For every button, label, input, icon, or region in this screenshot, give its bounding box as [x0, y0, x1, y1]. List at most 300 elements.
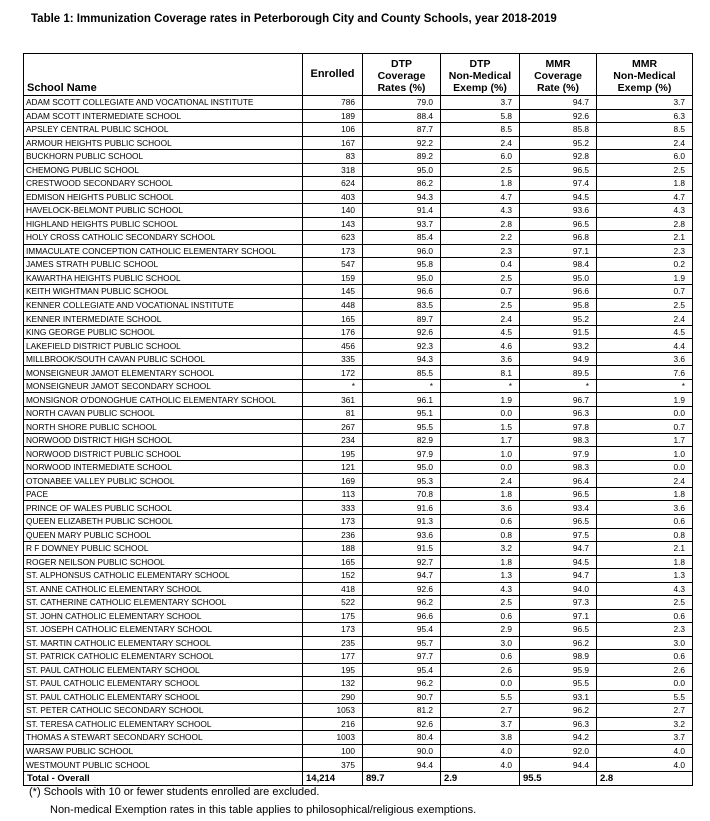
school-name-cell: QUEEN ELIZABETH PUBLIC SCHOOL — [24, 514, 303, 528]
dtp-coverage-cell: 95.0 — [363, 460, 441, 474]
mmr-coverage-cell: 96.2 — [520, 636, 597, 650]
dtp-exemption-cell: 2.4 — [441, 474, 520, 488]
dtp-exemption-cell: 3.2 — [441, 542, 520, 556]
mmr-exemption-cell: 0.6 — [597, 609, 693, 623]
dtp-coverage-cell: 89.7 — [363, 312, 441, 326]
table-row — [24, 460, 693, 474]
dtp-exemption-cell: 0.7 — [441, 285, 520, 299]
table-row — [24, 298, 693, 312]
dtp-exemption-cell: * — [441, 379, 520, 393]
table-row — [24, 271, 693, 285]
school-name-cell: HIGHLAND HEIGHTS PUBLIC SCHOOL — [24, 217, 303, 231]
table-row — [24, 379, 693, 393]
mmr-coverage-cell: 93.6 — [520, 204, 597, 218]
mmr-exemption-cell: 2.8 — [597, 217, 693, 231]
school-name-cell: ST. MARTIN CATHOLIC ELEMENTARY SCHOOL — [24, 636, 303, 650]
mmr-exemption-cell: 1.7 — [597, 433, 693, 447]
enrolled-cell: 623 — [303, 231, 363, 245]
mmr-exemption-cell: 0.0 — [597, 460, 693, 474]
school-name-cell: APSLEY CENTRAL PUBLIC SCHOOL — [24, 123, 303, 137]
school-name-cell: NORWOOD DISTRICT PUBLIC SCHOOL — [24, 447, 303, 461]
dtp-exemption-cell: 4.3 — [441, 204, 520, 218]
enrolled-cell: 547 — [303, 258, 363, 272]
mmr-exemption-cell: 3.6 — [597, 501, 693, 515]
dtp-coverage-cell: 91.5 — [363, 542, 441, 556]
mmr-coverage-cell: 94.5 — [520, 555, 597, 569]
school-name-cell: ST. ANNE CATHOLIC ELEMENTARY SCHOOL — [24, 582, 303, 596]
enrolled-cell: 140 — [303, 204, 363, 218]
mmr-coverage-cell: * — [520, 379, 597, 393]
header-dtp-coverage: DTP Coverage Rates (%) — [363, 54, 441, 96]
school-name-cell: ST. JOSEPH CATHOLIC ELEMENTARY SCHOOL — [24, 623, 303, 637]
enrolled-cell: 173 — [303, 514, 363, 528]
dtp-coverage-cell: 83.5 — [363, 298, 441, 312]
enrolled-cell: 195 — [303, 663, 363, 677]
header-row — [24, 54, 693, 96]
dtp-exemption-cell: 4.6 — [441, 339, 520, 353]
header-school-name: School Name — [24, 54, 303, 96]
mmr-exemption-cell: 2.4 — [597, 312, 693, 326]
table-row — [24, 109, 693, 123]
dtp-coverage-cell: 92.3 — [363, 339, 441, 353]
table-row — [24, 312, 693, 326]
mmr-coverage-cell: 96.8 — [520, 231, 597, 245]
dtp-exemption-cell: 2.5 — [441, 271, 520, 285]
school-name-cell: BUCKHORN PUBLIC SCHOOL — [24, 150, 303, 164]
dtp-coverage-cell: 86.2 — [363, 177, 441, 191]
mmr-exemption-cell: 0.0 — [597, 406, 693, 420]
mmr-exemption-cell: 0.7 — [597, 285, 693, 299]
mmr-exemption-cell: 2.1 — [597, 542, 693, 556]
mmr-exemption-cell: 2.1 — [597, 231, 693, 245]
mmr-exemption-cell: 2.6 — [597, 663, 693, 677]
school-name-cell: ADAM SCOTT INTERMEDIATE SCHOOL — [24, 109, 303, 123]
school-name-cell: PACE — [24, 487, 303, 501]
table-row — [24, 663, 693, 677]
school-name-cell: KENNER INTERMEDIATE SCHOOL — [24, 312, 303, 326]
enrolled-cell: 176 — [303, 325, 363, 339]
table-row — [24, 244, 693, 258]
table-row — [24, 542, 693, 556]
school-name-cell: CRESTWOOD SECONDARY SCHOOL — [24, 177, 303, 191]
dtp-exemption-cell: 3.6 — [441, 352, 520, 366]
school-name-cell: THOMAS A STEWART SECONDARY SCHOOL — [24, 731, 303, 745]
mmr-coverage-cell: 93.1 — [520, 690, 597, 704]
enrolled-cell: 267 — [303, 420, 363, 434]
mmr-coverage-cell: 95.5 — [520, 677, 597, 691]
enrolled-cell: * — [303, 379, 363, 393]
enrolled-cell: 195 — [303, 447, 363, 461]
dtp-coverage-cell: 90.7 — [363, 690, 441, 704]
dtp-coverage-cell: 96.0 — [363, 244, 441, 258]
enrolled-cell: 121 — [303, 460, 363, 474]
enrolled-cell: 145 — [303, 285, 363, 299]
school-name-cell: LAKEFIELD DISTRICT PUBLIC SCHOOL — [24, 339, 303, 353]
school-name-cell: EDMISON HEIGHTS PUBLIC SCHOOL — [24, 190, 303, 204]
school-name-cell: ST. PAUL CATHOLIC ELEMENTARY SCHOOL — [24, 677, 303, 691]
header-mmr-coverage: MMR Coverage Rate (%) — [520, 54, 597, 96]
mmr-coverage-cell: 94.7 — [520, 542, 597, 556]
mmr-exemption-cell: 4.3 — [597, 204, 693, 218]
mmr-coverage-cell: 95.9 — [520, 663, 597, 677]
table-row — [24, 420, 693, 434]
mmr-coverage-cell: 94.2 — [520, 731, 597, 745]
dtp-coverage-cell: 95.4 — [363, 623, 441, 637]
table-row — [24, 704, 693, 718]
header-dtp-exemption: DTP Non-Medical Exemp (%) — [441, 54, 520, 96]
dtp-coverage-cell: 85.5 — [363, 366, 441, 380]
mmr-coverage-cell: 97.4 — [520, 177, 597, 191]
total-mmr-exemption: 2.8 — [597, 771, 693, 785]
enrolled-cell: 81 — [303, 406, 363, 420]
dtp-coverage-cell: 94.4 — [363, 758, 441, 772]
table-row — [24, 758, 693, 772]
table-row — [24, 528, 693, 542]
table-row — [24, 231, 693, 245]
table-row — [24, 501, 693, 515]
table-row — [24, 650, 693, 664]
header-enrolled: Enrolled — [303, 54, 363, 96]
mmr-coverage-cell: 89.5 — [520, 366, 597, 380]
mmr-coverage-cell: 91.5 — [520, 325, 597, 339]
mmr-coverage-cell: 97.1 — [520, 244, 597, 258]
dtp-coverage-cell: 92.2 — [363, 136, 441, 150]
enrolled-cell: 188 — [303, 542, 363, 556]
table-row — [24, 433, 693, 447]
enrolled-cell: 152 — [303, 569, 363, 583]
mmr-coverage-cell: 94.5 — [520, 190, 597, 204]
dtp-coverage-cell: 97.7 — [363, 650, 441, 664]
mmr-exemption-cell: 1.0 — [597, 447, 693, 461]
mmr-exemption-cell: 4.0 — [597, 758, 693, 772]
mmr-exemption-cell: 2.5 — [597, 298, 693, 312]
dtp-coverage-cell: 94.3 — [363, 190, 441, 204]
school-name-cell: NORTH SHORE PUBLIC SCHOOL — [24, 420, 303, 434]
dtp-coverage-cell: 95.0 — [363, 271, 441, 285]
mmr-coverage-cell: 94.9 — [520, 352, 597, 366]
mmr-exemption-cell: 7.6 — [597, 366, 693, 380]
table-row — [24, 569, 693, 583]
enrolled-cell: 236 — [303, 528, 363, 542]
dtp-coverage-cell: 92.6 — [363, 325, 441, 339]
table-row — [24, 258, 693, 272]
school-name-cell: JAMES STRATH PUBLIC SCHOOL — [24, 258, 303, 272]
school-name-cell: NORWOOD INTERMEDIATE SCHOOL — [24, 460, 303, 474]
school-name-cell: MILLBROOK/SOUTH CAVAN PUBLIC SCHOOL — [24, 352, 303, 366]
enrolled-cell: 335 — [303, 352, 363, 366]
school-name-cell: CHEMONG PUBLIC SCHOOL — [24, 163, 303, 177]
mmr-exemption-cell: 4.3 — [597, 582, 693, 596]
enrolled-cell: 418 — [303, 582, 363, 596]
dtp-exemption-cell: 0.6 — [441, 514, 520, 528]
school-name-cell: R F DOWNEY PUBLIC SCHOOL — [24, 542, 303, 556]
dtp-coverage-cell: 96.2 — [363, 677, 441, 691]
mmr-coverage-cell: 96.7 — [520, 393, 597, 407]
dtp-coverage-cell: 96.6 — [363, 285, 441, 299]
mmr-coverage-cell: 93.4 — [520, 501, 597, 515]
school-name-cell: KAWARTHA HEIGHTS PUBLIC SCHOOL — [24, 271, 303, 285]
dtp-exemption-cell: 1.8 — [441, 177, 520, 191]
dtp-coverage-cell: 82.9 — [363, 433, 441, 447]
enrolled-cell: 172 — [303, 366, 363, 380]
enrolled-cell: 290 — [303, 690, 363, 704]
total-mmr-coverage: 95.5 — [520, 771, 597, 785]
enrolled-cell: 177 — [303, 650, 363, 664]
enrolled-cell: 165 — [303, 555, 363, 569]
dtp-exemption-cell: 3.7 — [441, 96, 520, 110]
enrolled-cell: 173 — [303, 623, 363, 637]
enrolled-cell: 448 — [303, 298, 363, 312]
dtp-exemption-cell: 2.6 — [441, 663, 520, 677]
table-row — [24, 163, 693, 177]
table-row — [24, 352, 693, 366]
dtp-coverage-cell: 85.4 — [363, 231, 441, 245]
dtp-exemption-cell: 0.8 — [441, 528, 520, 542]
mmr-coverage-cell: 98.3 — [520, 433, 597, 447]
mmr-coverage-cell: 97.5 — [520, 528, 597, 542]
mmr-coverage-cell: 92.8 — [520, 150, 597, 164]
table-row — [24, 393, 693, 407]
dtp-exemption-cell: 2.5 — [441, 163, 520, 177]
dtp-coverage-cell: 94.3 — [363, 352, 441, 366]
dtp-coverage-cell: 81.2 — [363, 704, 441, 718]
mmr-exemption-cell: 0.0 — [597, 677, 693, 691]
mmr-exemption-cell: 0.6 — [597, 514, 693, 528]
dtp-exemption-cell: 2.4 — [441, 312, 520, 326]
table-row — [24, 190, 693, 204]
dtp-exemption-cell: 2.7 — [441, 704, 520, 718]
school-name-cell: NORWOOD DISTRICT HIGH SCHOOL — [24, 433, 303, 447]
dtp-exemption-cell: 3.8 — [441, 731, 520, 745]
dtp-coverage-cell: 97.9 — [363, 447, 441, 461]
enrolled-cell: 361 — [303, 393, 363, 407]
enrolled-cell: 173 — [303, 244, 363, 258]
total-dtp-exemption: 2.9 — [441, 771, 520, 785]
dtp-coverage-cell: 93.7 — [363, 217, 441, 231]
dtp-exemption-cell: 1.0 — [441, 447, 520, 461]
mmr-exemption-cell: 1.8 — [597, 487, 693, 501]
dtp-exemption-cell: 5.5 — [441, 690, 520, 704]
dtp-coverage-cell: 95.4 — [363, 663, 441, 677]
school-name-cell: KEITH WIGHTMAN PUBLIC SCHOOL — [24, 285, 303, 299]
enrolled-cell: 132 — [303, 677, 363, 691]
table-row — [24, 636, 693, 650]
dtp-coverage-cell: 95.1 — [363, 406, 441, 420]
dtp-coverage-cell: 96.6 — [363, 609, 441, 623]
school-name-cell: ROGER NEILSON PUBLIC SCHOOL — [24, 555, 303, 569]
enrolled-cell: 234 — [303, 433, 363, 447]
enrolled-cell: 624 — [303, 177, 363, 191]
dtp-coverage-cell: 87.7 — [363, 123, 441, 137]
table-row — [24, 690, 693, 704]
enrolled-cell: 522 — [303, 596, 363, 610]
dtp-coverage-cell: 93.6 — [363, 528, 441, 542]
school-name-cell: OTONABEE VALLEY PUBLIC SCHOOL — [24, 474, 303, 488]
enrolled-cell: 403 — [303, 190, 363, 204]
dtp-exemption-cell: 0.0 — [441, 460, 520, 474]
school-name-cell: IMMACULATE CONCEPTION CATHOLIC ELEMENTARY SCHOOL — [24, 244, 303, 258]
enrolled-cell: 165 — [303, 312, 363, 326]
school-name-cell: ST. JOHN CATHOLIC ELEMENTARY SCHOOL — [24, 609, 303, 623]
dtp-coverage-cell: 92.6 — [363, 582, 441, 596]
dtp-coverage-cell: 96.1 — [363, 393, 441, 407]
header-mmr-exemption: MMR Non-Medical Exemp (%) — [597, 54, 693, 96]
immunization-table — [23, 53, 693, 786]
dtp-coverage-cell: 70.8 — [363, 487, 441, 501]
mmr-coverage-cell: 92.0 — [520, 744, 597, 758]
mmr-coverage-cell: 95.0 — [520, 271, 597, 285]
dtp-exemption-cell: 4.7 — [441, 190, 520, 204]
dtp-exemption-cell: 2.9 — [441, 623, 520, 637]
dtp-coverage-cell: 91.6 — [363, 501, 441, 515]
dtp-exemption-cell: 4.3 — [441, 582, 520, 596]
dtp-exemption-cell: 8.1 — [441, 366, 520, 380]
enrolled-cell: 159 — [303, 271, 363, 285]
table-row — [24, 582, 693, 596]
mmr-exemption-cell: 1.8 — [597, 555, 693, 569]
dtp-exemption-cell: 1.5 — [441, 420, 520, 434]
dtp-coverage-cell: 92.6 — [363, 717, 441, 731]
mmr-exemption-cell: 2.3 — [597, 623, 693, 637]
school-name-cell: KING GEORGE PUBLIC SCHOOL — [24, 325, 303, 339]
table-row — [24, 474, 693, 488]
table-row — [24, 366, 693, 380]
dtp-coverage-cell: 90.0 — [363, 744, 441, 758]
dtp-exemption-cell: 4.0 — [441, 744, 520, 758]
mmr-exemption-cell: 1.9 — [597, 393, 693, 407]
mmr-exemption-cell: 5.5 — [597, 690, 693, 704]
dtp-exemption-cell: 6.0 — [441, 150, 520, 164]
enrolled-cell: 189 — [303, 109, 363, 123]
table-row — [24, 623, 693, 637]
school-name-cell: MONSEIGNEUR JAMOT ELEMENTARY SCHOOL — [24, 366, 303, 380]
mmr-coverage-cell: 96.3 — [520, 717, 597, 731]
table-row — [24, 204, 693, 218]
dtp-coverage-cell: 79.0 — [363, 96, 441, 110]
mmr-exemption-cell: 4.5 — [597, 325, 693, 339]
dtp-exemption-cell: 0.0 — [441, 406, 520, 420]
mmr-coverage-cell: 97.9 — [520, 447, 597, 461]
mmr-coverage-cell: 95.8 — [520, 298, 597, 312]
mmr-coverage-cell: 96.4 — [520, 474, 597, 488]
school-name-cell: ST. TERESA CATHOLIC ELEMENTARY SCHOOL — [24, 717, 303, 731]
dtp-exemption-cell: 2.5 — [441, 298, 520, 312]
mmr-coverage-cell: 96.5 — [520, 487, 597, 501]
mmr-coverage-cell: 92.6 — [520, 109, 597, 123]
enrolled-cell: 1003 — [303, 731, 363, 745]
school-name-cell: NORTH CAVAN PUBLIC SCHOOL — [24, 406, 303, 420]
table-row — [24, 150, 693, 164]
total-enrolled: 14,214 — [303, 771, 363, 785]
enrolled-cell: 167 — [303, 136, 363, 150]
dtp-exemption-cell: 0.4 — [441, 258, 520, 272]
enrolled-cell: 375 — [303, 758, 363, 772]
dtp-exemption-cell: 0.0 — [441, 677, 520, 691]
mmr-exemption-cell: 4.0 — [597, 744, 693, 758]
dtp-coverage-cell: 95.5 — [363, 420, 441, 434]
dtp-exemption-cell: 1.8 — [441, 555, 520, 569]
dtp-exemption-cell: 4.0 — [441, 758, 520, 772]
enrolled-cell: 235 — [303, 636, 363, 650]
footnote-excluded: (*) Schools with 10 or fewer students enrolled are excluded. — [29, 786, 320, 798]
mmr-exemption-cell: 2.5 — [597, 163, 693, 177]
mmr-exemption-cell: 4.4 — [597, 339, 693, 353]
table-row — [24, 514, 693, 528]
mmr-coverage-cell: 93.2 — [520, 339, 597, 353]
mmr-exemption-cell: 8.5 — [597, 123, 693, 137]
dtp-exemption-cell: 4.5 — [441, 325, 520, 339]
mmr-coverage-cell: 96.5 — [520, 514, 597, 528]
table-row — [24, 285, 693, 299]
dtp-coverage-cell: 96.2 — [363, 596, 441, 610]
school-name-cell: MONSIGNOR O'DONOGHUE CATHOLIC ELEMENTARY SCHOOL — [24, 393, 303, 407]
table-row — [24, 744, 693, 758]
dtp-exemption-cell: 3.0 — [441, 636, 520, 650]
total-row — [24, 771, 693, 785]
mmr-coverage-cell: 96.5 — [520, 217, 597, 231]
mmr-coverage-cell: 98.9 — [520, 650, 597, 664]
mmr-exemption-cell: 0.6 — [597, 650, 693, 664]
enrolled-cell: 333 — [303, 501, 363, 515]
mmr-exemption-cell: 1.3 — [597, 569, 693, 583]
mmr-exemption-cell: 3.6 — [597, 352, 693, 366]
enrolled-cell: 83 — [303, 150, 363, 164]
total-dtp-coverage: 89.7 — [363, 771, 441, 785]
dtp-coverage-cell: 95.7 — [363, 636, 441, 650]
dtp-coverage-cell: 91.4 — [363, 204, 441, 218]
mmr-coverage-cell: 96.3 — [520, 406, 597, 420]
mmr-exemption-cell: 3.0 — [597, 636, 693, 650]
dtp-exemption-cell: 3.6 — [441, 501, 520, 515]
dtp-coverage-cell: 91.3 — [363, 514, 441, 528]
dtp-coverage-cell: * — [363, 379, 441, 393]
table-row — [24, 96, 693, 110]
dtp-coverage-cell: 88.4 — [363, 109, 441, 123]
school-name-cell: ST. PAUL CATHOLIC ELEMENTARY SCHOOL — [24, 690, 303, 704]
table-row — [24, 717, 693, 731]
school-name-cell: ADAM SCOTT COLLEGIATE AND VOCATIONAL INSTITUTE — [24, 96, 303, 110]
table-row — [24, 609, 693, 623]
mmr-exemption-cell: 6.0 — [597, 150, 693, 164]
mmr-coverage-cell: 98.4 — [520, 258, 597, 272]
dtp-coverage-cell: 92.7 — [363, 555, 441, 569]
enrolled-cell: 143 — [303, 217, 363, 231]
dtp-exemption-cell: 1.7 — [441, 433, 520, 447]
mmr-exemption-cell: 0.2 — [597, 258, 693, 272]
dtp-exemption-cell: 3.7 — [441, 717, 520, 731]
table-row — [24, 339, 693, 353]
school-name-cell: ST. PETER CATHOLIC SECONDARY SCHOOL — [24, 704, 303, 718]
mmr-exemption-cell: 2.4 — [597, 136, 693, 150]
dtp-coverage-cell: 95.8 — [363, 258, 441, 272]
school-name-cell: WARSAW PUBLIC SCHOOL — [24, 744, 303, 758]
mmr-coverage-cell: 96.5 — [520, 623, 597, 637]
table-row — [24, 487, 693, 501]
mmr-coverage-cell: 98.3 — [520, 460, 597, 474]
mmr-coverage-cell: 94.7 — [520, 96, 597, 110]
school-name-cell: HAVELOCK-BELMONT PUBLIC SCHOOL — [24, 204, 303, 218]
enrolled-cell: 1053 — [303, 704, 363, 718]
enrolled-cell: 786 — [303, 96, 363, 110]
mmr-exemption-cell: 3.7 — [597, 96, 693, 110]
mmr-exemption-cell: 4.7 — [597, 190, 693, 204]
enrolled-cell: 169 — [303, 474, 363, 488]
school-name-cell: QUEEN MARY PUBLIC SCHOOL — [24, 528, 303, 542]
table-title: Table 1: Immunization Coverage rates in Peterborough City and County Schools, year 2018-2019 — [31, 13, 557, 25]
dtp-exemption-cell: 2.5 — [441, 596, 520, 610]
table-row — [24, 406, 693, 420]
mmr-exemption-cell: 3.7 — [597, 731, 693, 745]
